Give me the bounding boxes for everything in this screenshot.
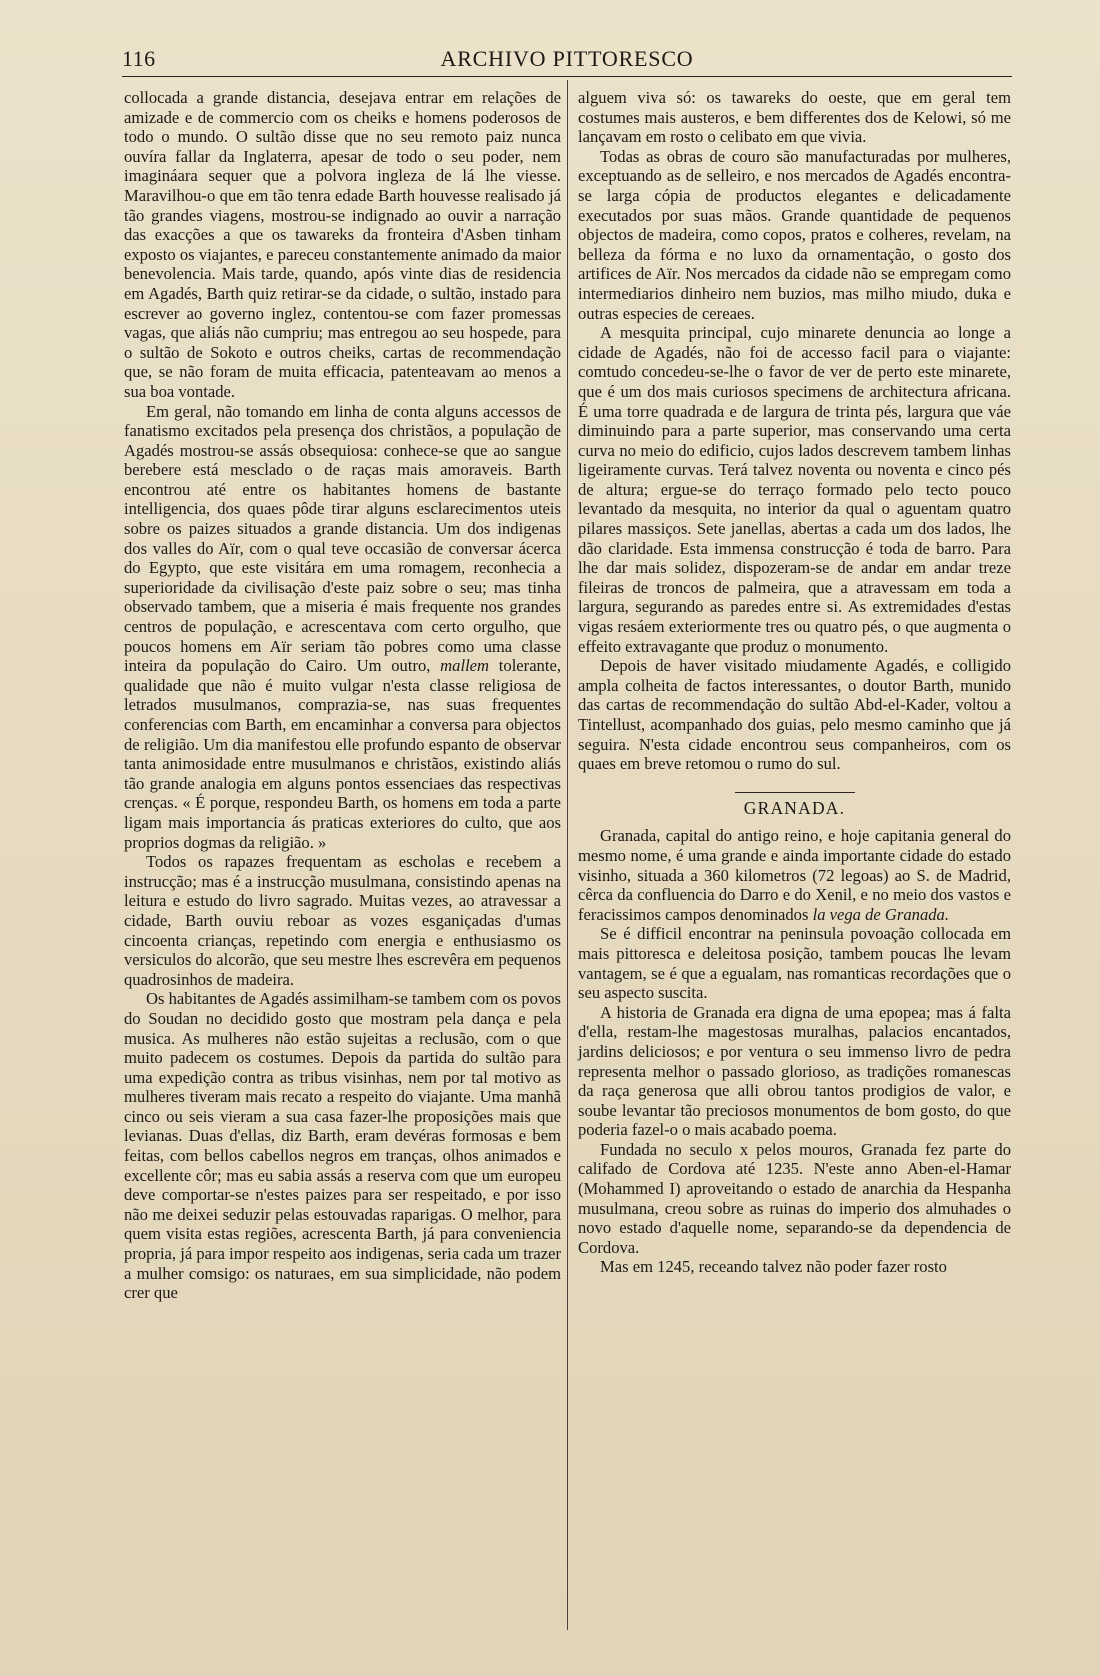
paragraph: Todos os rapazes frequentam as escholas e recebem a instrucção; mas é a instrucção musulmana, consistindo apenas na leitura e estudo do livro sagrado. Muitas vezes, ao atravessar a cidade, Barth ouviu reboar as vozes esganiçadas d'umas cincoenta crianças, repetindo com energia e enthusiasmo os versiculos do alcorão, que seu mestre lhes escrevêra em pequenos quadrosinhos de madeira. [124,852,561,989]
paragraph-text: Em geral, não tomando em linha de conta alguns accessos de fanatismo excitados pela presença dos christãos, a população de Agadés mostrou-se assás obsequiosa: conhece-se que ao sangue berebere está mesclado o de raças mais amoraveis. Barth encontrou até entre os habitantes homens de bastante intelligencia, dos quaes pôde tirar alguns esclarecimentos uteis sobre os paizes situados a grande distancia. Um dos indigenas dos valles do Aïr, com o qual teve occasião de conversar ácerca do Egypto, que este visitára em uma romagem, reconhecia a superioridade da civilisação d'este paiz sobre o seu; mas tinha observado tambem, que a miseria é mais frequente nos grandes centros de população, e acrescentava com certo orgulho, que poucos homens em Aïr seriam tão pobres como uma classe inteira da população do Cairo. Um outro, [124,401,561,676]
right-column [578,88,1011,1277]
paragraph: A mesquita principal, cujo minarete denuncia ao longe a cidade de Agadés, não foi de accesso facil para o viajante: comtudo concedeu-se-lhe o favor de ver de perto este minarete, que é um dos mais curiosos specimens de architectura africana. É uma torre quadrada e de largura de trinta pés, largura que váe diminuindo para a parte superior, mas conservando uma certa curva no meio do edificio, cujos lados descrevem tambem linhas ligeiramente curvas. Terá talvez noventa ou noventa e cinco pés de altura; ergue-se do terraço formado pelo tecto pouco levantado da mesquita, no interior da qual o aguentam quatro pilares massiços. Sete janellas, abertas a cada um dos lados, lhe dão claridade. Esta immensa construcção é toda de barro. Para lhe dar mais solidez, dispozeram-se de andar em andar treze fileiras de troncos de palmeira, que a atravessam em toda a largura, segurando as paredes entre si. As extremidades d'estas vigas resáem exteriormente tres ou quatro pés, o que augmenta o effeito extravagante que produz o monumento. [578,323,1011,656]
paragraph: A historia de Granada era digna de uma epopea; mas á falta d'ella, restam-lhe magestosas muralhas, palacios encantados, jardins deliciosos; e por ventura o seu immenso livro de pedra representa melhor o passado glorioso, as tradições romanescas da raça generosa que alli obrou tantos prodigios de valor, e soube levantar tão preciosos monumentos de bom gosto, do que poderia fazel-o o mais acabado poema. [578,1002,1011,1140]
paragraph: Fundada no seculo x pelos mouros, Granada fez parte do califado de Cordova até 1235. N'este anno Aben-el-Hamar (Mohammed I) aproveitando o estado de anarchia da Hespanha musulmana, creou sobre as ruinas do imperio dos almuhades o novo estado d'aquelle nome, separando-se da dependencia de Cordova. [578,1139,1011,1257]
paragraph [578,826,1011,924]
left-column [124,88,561,1303]
page-header [122,42,1012,76]
paragraph: alguem viva só: os tawareks do oeste, que em geral tem costumes mais austeros, e bem differentes dos de Kelowi, só me lançavam em rosto o celibato em que vivia. [578,88,1011,147]
paragraph: collocada a grande distancia, desejava entrar em relações de amizade e de commercio com os cheiks e homens poderosos de todo o mundo. O sultão disse que no seu remoto paiz nunca ouvíra fallar da Inglaterra, apesar de todo o seu poder, nem imagináara sequer que a polvora ingleza de lá lhe viesse. Maravilhou-o que em tão tenra edade Barth houvesse realisado já tão grandes viagens, mostrou-se indignado ao ouvir a narração das exacções a que os tawareks da fronteira d'Asben tinham exposto os viajantes, e pareceu constantemente animado da maior benevolencia. Mais tarde, quando, após vinte dias de residencia em Agadés, Barth quiz retirar-se da cidade, o sultão, instado para escrever ao governo inglez, contentou-se com fazer promessas vagas, que aliás não cumpriu; mas entregou ao seu hospede, para o sultão de Sokoto e outros cheiks, cartas de recommendação que, se não foram de muita efficacia, patenteavam ao menos a sua boa vontade. [124,88,561,401]
paragraph-text: Granada, capital do antigo reino, e hoje capitania general do mesmo nome, é uma grande e ainda importante cidade do estado visinho, situada a 360 kilometros (72 legoas) ao S. de Madrid, cêrca da confluencia do Darro e do Xenil, e no meio dos vastos e feracissimos campos denominados [578,826,1011,924]
paragraph-text: tolerante, qualidade que não é muito vulgar n'esta classe religiosa de letrados musulmanos, comprazia-se, nas suas frequentes conferencias com Barth, em encaminhar a conversa para objectos de religião. Um dia manifestou elle profundo espanto de observar tanta animosidade entre musulmanos e christãos, existindo aliás tão grande analogia em alguns pontos essenciaes das respectivas crenças. « É porque, respondeu Barth, os homens em toda a parte ligam mais importancia ás praticas exteriores do culto, que aos proprios dogmas da religião. » [124,656,561,852]
paragraph: Mas em 1245, receando talvez não poder fazer rosto [600,1257,947,1277]
column-divider [567,80,568,1630]
italic-term: mallem [440,656,490,676]
italic-term: la vega de Granada. [812,904,949,924]
page-number: 116 [122,46,156,71]
paragraph [124,402,561,853]
paragraph: Todas as obras de couro são manufacturadas por mulheres, exceptuando as de selleiro, e nos mercados de Agadés encontra-se larga cópia de productos elegantes e delicadamente executados por suas mãos. Grande quantidade de pequenos objectos de madeira, como copos, pratos e colheres, revelam, na belleza da fórma e no luxo da ornamentação, o gosto dos artifices de Aïr. Nos mercados da cidade não se empregam como intermediarios dinheiro nem buzios, mas milho miudo, duka e outras especies de cereaes. [578,146,1011,323]
paragraph: Depois de haver visitado miudamente Agadés, e colligido ampla colheita de factos interessantes, o doutor Barth, munido das cartas de recommendação do sultão Abd-el-Kader, voltou a Tintellust, acompanhado dos guias, pelo mesmo caminho que já seguira. N'esta cidade encontrou seus companheiros, com os quaes em breve retomou o rumo do sul. [578,656,1011,774]
paragraph: Se é difficil encontrar na peninsula povoação collocada em mais pittoresca e deleitosa posição, tambem poucas lhe levam vantagem, se é que a egualam, nas romanticas recordações que o seu aspecto suscita. [578,924,1011,1003]
header-rule [122,76,1012,77]
running-title: ARCHIVO PITTORESCO [440,46,694,71]
section-rule [735,792,855,793]
paragraph: Os habitantes de Agadés assimilham-se tambem com os povos do Soudan no decidido gosto que mostram pela dança e pela musica. As mulheres não estão sujeitas a reclusão, com o que muito padecem os costumes. Depois da partida do sultão para uma expedição contra as tribus visinhas, nem por tal motivo as mulheres tiveram mais recato a respeito do viajante. Uma manhã cinco ou seis vieram a sua casa fazer-lhe proposições mais que levianas. Duas d'ellas, diz Barth, eram devéras formosas e bem feitas, com bellos cabellos negros em tranças, olhos animados e excellente côr; mas eu sabia assás a reserva com que um europeu deve comportar-se n'estes paizes para ser respeitado, e por isso não me deixei seduzir pelas estouvadas raparigas. O melhor, para quem visita estas regiões, acrescenta Barth, já para conveniencia propria, já para impor respeito aos indigenas, seria cada um trazer a mulher comsigo: os naturaes, em sua simplicidade, não podem crer que [124,989,561,1303]
section-title: GRANADA. [743,797,846,818]
